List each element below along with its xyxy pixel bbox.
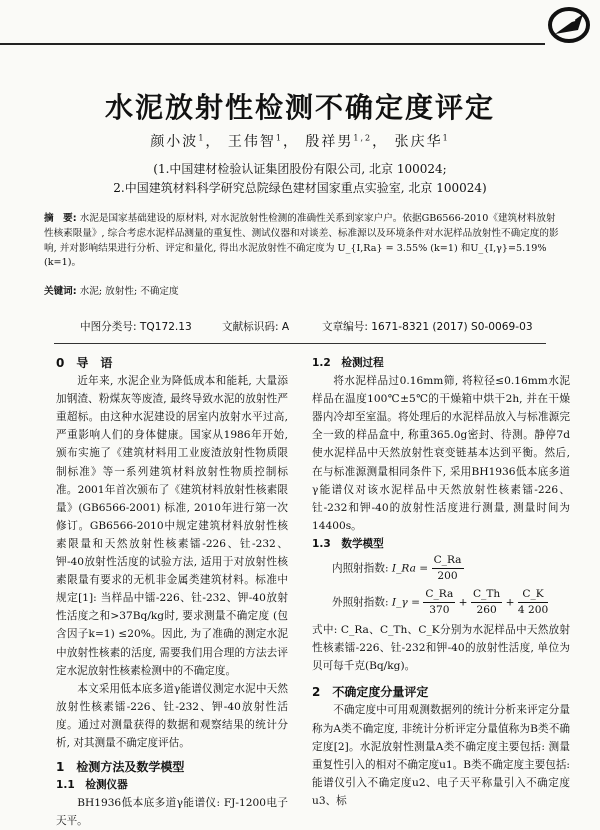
- abstract-text: 水泥是国家基础建设的原材料, 对水泥放射性检测的准确性关系到家家户户。依据GB6566-2010《建筑材料放射性核素限量》, 综合考虑水泥样品测量的重复性、测试仪器和对谈差、标准源以及环境条件对水泥样品放射性不确定度的影响, 并对影响结果进行分析、评定和量化, 得出水泥放射性不确定度为: [44, 213, 559, 254]
- author-name: 殷祥男: [305, 134, 354, 150]
- section-1-1-heading: 1.1 检测仪器: [56, 779, 128, 792]
- equation-external-index: 外照射指数: I_γ = $\frac{C\_Ra}{370}$ + $\frac{C\_Th}{260}$ + $\frac{C\_K}{4 200}$: [332, 588, 549, 617]
- abstract-result: U_{I,Ra} = 3.55% (k=1) 和U_{I,γ}=5.19% (k=1)。: [44, 242, 547, 269]
- section-0-heading: 0 导 语: [56, 356, 113, 370]
- keywords-label: 关键词:: [44, 286, 77, 297]
- equation-internal-index: 内照射指数: I_Ra = $\frac{C\_Ra}{200}$: [332, 554, 462, 583]
- author-list: 颜小波$^1$， 王伟智$^1$， 殷祥男$^{1,2}$， 张庆华$^1$: [150, 133, 450, 150]
- abstract: [44, 212, 564, 271]
- section-1-2-text: 将水泥样品过0.16mm筛, 将粒径≤0.16mm水泥样品在温度100℃±5℃的干燥箱中烘干2h, 并在干燥器内冷却至室温。将处理后的水泥样品放入与标准源完全一致的样品盒中, 称重365.0g密封、待测。静停7d使水泥样品中天然放射性衰变链基本达到平衡。然后, 在与标准源测量相同条件下, 采用BH1936低本底多道γ能谱仪对该水泥样品中天然放射性核素镭-226、钍-232和钾-40的放射性活度进行测量, 测量时间为14400s。: [312, 375, 570, 532]
- keywords: [44, 283, 564, 297]
- section-2-text: 不确定度中可用观测数据列的统计分析来评定分量称为A类不确定度, 非统计分析评定分量值称为B类不确定度[2]。水泥放射性测量A类不确定度主要包括: 测量重复性引入的相对不确定度u1。B类不确定度主要包括: 能谱仪引入不确定度u2、电子天平称量引入不确定度u3、标: [312, 704, 570, 807]
- section-1-1-text: BH1936低本底多道γ能谱仪: FJ-1200电子天平。: [56, 797, 288, 828]
- author-name: 张庆华: [394, 134, 443, 150]
- affiliation-2: 2.中国建筑材料科学研究总院绿色建材国家重点实验室, 北京 100024): [113, 181, 487, 195]
- paper-title: 水泥放射性检测不确定度评定: [104, 91, 495, 124]
- section-0-paragraph-2: 本文采用低本底多道γ能谱仪测定水泥中天然放射性核素镭-226、钍-232、钾-40放射性活度。通过对测量获得的数据和观察结果的统计分析, 对其测量不确定度评估。: [56, 682, 288, 749]
- section-0-paragraph-1: 近年来, 水泥企业为降低成本和能耗, 大量添加钢渣、粉煤灰等废渣, 最终导致水泥的放射性严重超标。由这种水泥建设的居室内放射水平过高, 严重影响人们的身体健康。国家从1986年开始, 颁布实施了《建筑材料用工业废渣放射性物质限制标准》等一系列建筑材料放射性物质控制标准。2001年首次颁布了《建筑材料放射性核素限量》(GB6566-2001) 标准, 2010年进行第一次修订。GB6566-2010中规定建筑材料放射性核素限量和天然放射性核素镭-226、钍-232、钾-40放射性活度的试验方法, 适用于对放射性核素限量有要求的无机非金属类建筑材料。标准中规定[1]: 当样品中镭-226、钍-232、钾-40放射性活度之和>37Bq/kg时, 要求测量不确定度 (包含因子k=1) ≤20%。因此, 为了准确的测定水泥中放射性核素的活度, 需要我们用合理的方法去评定水泥放射性核素检测中的不确定度。: [56, 375, 288, 677]
- section-1-3-heading: 1.3 数学模型: [312, 537, 384, 550]
- author-name: 颜小波: [150, 134, 199, 150]
- right-column: [312, 354, 570, 810]
- author-name: 王伟智: [227, 134, 276, 150]
- abstract-label: 摘 要:: [44, 213, 77, 224]
- equation-note: 式中: C_Ra、C_Th、C_K分别为水泥样品中天然放射性核素镭-226、钍-232和钾-40的放射性活度, 单位为贝可每千克(Bq/kg)。: [312, 624, 570, 673]
- section-divider: [54, 343, 546, 344]
- journal-logo-icon: [545, 4, 593, 44]
- header-rule: [0, 43, 545, 45]
- keywords-text: 水泥; 放射性; 不确定度: [79, 286, 179, 297]
- section-2-heading: 2 不确定度分量评定: [312, 685, 429, 700]
- left-column: [56, 354, 288, 830]
- document-code: 文献标识码: A: [222, 321, 290, 333]
- clc-number: 中图分类号: TQ172.13: [80, 321, 192, 333]
- section-1-heading: 1 检测方法及数学模型: [56, 760, 185, 775]
- article-number: 文章编号: 1671-8321 (2017) S0-0069-03: [322, 321, 533, 333]
- section-1-2-heading: 1.2 检测过程: [312, 357, 384, 369]
- affiliation-1: (1.中国建材检验认证集团股份有限公司, 北京 100024;: [153, 162, 447, 176]
